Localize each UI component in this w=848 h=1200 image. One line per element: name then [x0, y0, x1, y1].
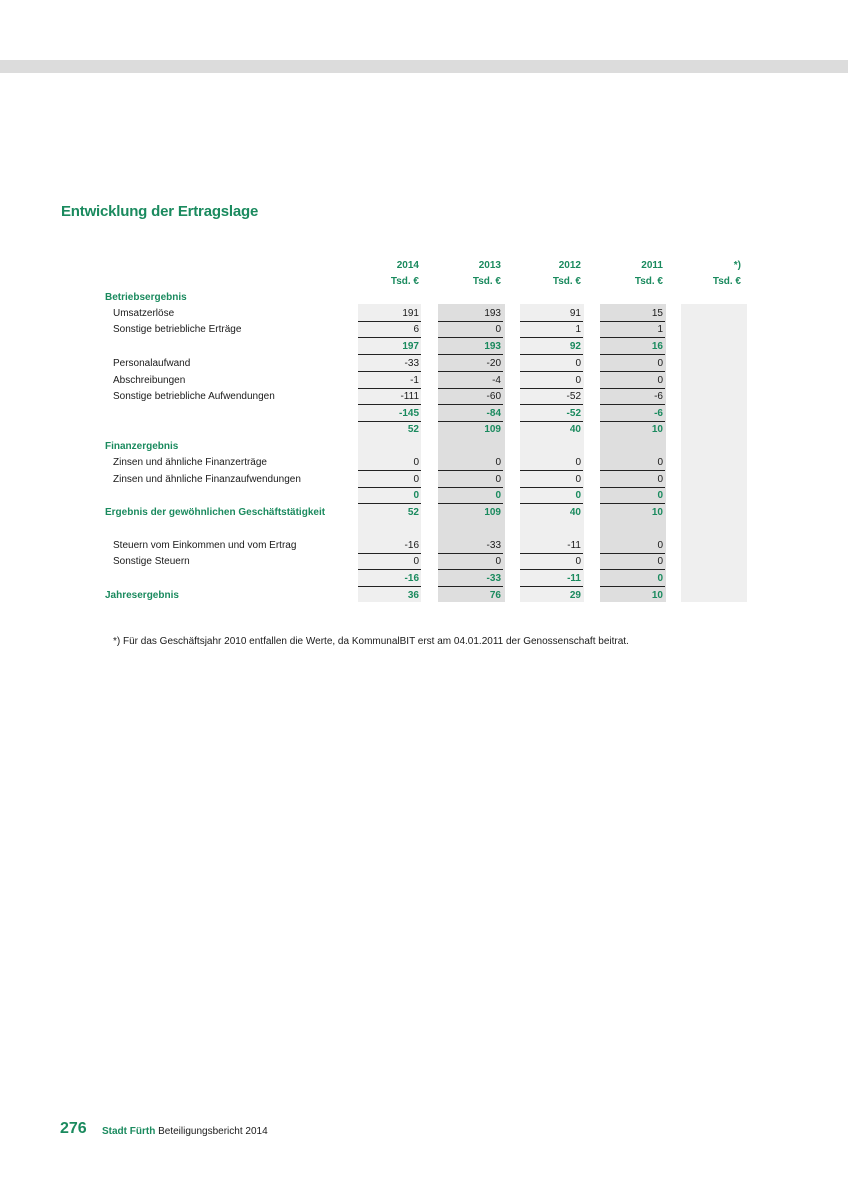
- cell-underline: [600, 421, 665, 422]
- cell-underline: [520, 371, 583, 372]
- table-cell: 0: [657, 556, 663, 567]
- table-cell: -145: [398, 408, 419, 419]
- column-year-0: 2014: [396, 260, 419, 271]
- table-cell: 0: [495, 474, 501, 485]
- cell-underline: [520, 321, 583, 322]
- table-cell: 10: [651, 507, 663, 518]
- page-number: 276: [60, 1120, 87, 1137]
- column-year-1: 2013: [478, 260, 501, 271]
- cell-underline: [358, 569, 421, 570]
- cell-underline: [358, 553, 421, 554]
- table-cell: 0: [575, 375, 581, 386]
- table-cell: -52: [566, 391, 581, 402]
- column-year-4: *): [733, 260, 741, 271]
- table-cell: 1: [575, 324, 581, 335]
- table-cell: 0: [657, 490, 663, 501]
- table-cell: 0: [413, 490, 419, 501]
- cell-underline: [520, 569, 583, 570]
- table-cell: 0: [495, 556, 501, 567]
- cell-underline: [358, 487, 421, 488]
- table-cell: -6: [654, 391, 663, 402]
- table-cell: -60: [486, 391, 501, 402]
- row-label: Umsatzerlöse: [113, 308, 175, 319]
- table-cell: 16: [651, 341, 663, 352]
- row-label: Jahresergebnis: [105, 590, 179, 601]
- cell-underline: [358, 503, 421, 504]
- table-cell: 0: [657, 573, 663, 584]
- cell-underline: [600, 586, 665, 587]
- cell-underline: [358, 470, 421, 471]
- page-title: Entwicklung der Ertragslage: [61, 203, 259, 220]
- cell-underline: [358, 586, 421, 587]
- table-cell: 109: [484, 424, 501, 435]
- table-cell: 76: [489, 590, 501, 601]
- cell-underline: [520, 337, 583, 338]
- table-cell: 0: [657, 474, 663, 485]
- table-cell: 0: [495, 490, 501, 501]
- column-unit-0: Tsd. €: [390, 276, 419, 287]
- row-label: Sonstige betriebliche Aufwendungen: [113, 391, 275, 402]
- cell-underline: [600, 321, 665, 322]
- cell-underline: [520, 553, 583, 554]
- table-cell: 109: [484, 507, 501, 518]
- cell-underline: [520, 586, 583, 587]
- table-cell: 197: [402, 341, 419, 352]
- cell-underline: [358, 404, 421, 405]
- row-label: Abschreibungen: [113, 375, 186, 386]
- table-cell: 0: [575, 358, 581, 369]
- table-cell: 0: [413, 556, 419, 567]
- footnote: *) Für das Geschäftsjahr 2010 entfallen die Werte, da KommunalBIT erst am 04.01.2011 der Genossenschaft beitrat.: [113, 636, 629, 647]
- cell-underline: [600, 337, 665, 338]
- column-unit-3: Tsd. €: [634, 276, 663, 287]
- table-cell: 0: [575, 556, 581, 567]
- table-cell: -11: [567, 540, 581, 551]
- cell-underline: [600, 569, 665, 570]
- row-label: Sonstige betriebliche Erträge: [113, 324, 242, 335]
- row-label: Ergebnis der gewöhnlichen Geschäftstätigkeit: [105, 507, 326, 518]
- table-cell: 52: [407, 424, 419, 435]
- table-cell: 52: [407, 507, 419, 518]
- row-label: Finanzergebnis: [105, 441, 179, 452]
- row-label: Personalaufwand: [113, 358, 191, 369]
- table-cell: 91: [569, 308, 581, 319]
- footer-brand: Stadt Fürth: [102, 1126, 156, 1137]
- cell-underline: [358, 421, 421, 422]
- table-cell: 29: [569, 590, 581, 601]
- table-cell: -33: [486, 573, 501, 584]
- cell-underline: [438, 321, 503, 322]
- row-label: Zinsen und ähnliche Finanzaufwendungen: [113, 474, 301, 485]
- table-cell: -16: [404, 573, 419, 584]
- footer-text: [102, 1126, 268, 1137]
- table-cell: 0: [413, 457, 419, 468]
- cell-underline: [438, 487, 503, 488]
- table-cell: -6: [654, 408, 663, 419]
- table-cell: 36: [407, 590, 419, 601]
- table-cell: 0: [495, 324, 501, 335]
- table-cell: 193: [484, 341, 501, 352]
- cell-underline: [358, 371, 421, 372]
- cell-underline: [438, 421, 503, 422]
- cell-underline: [600, 388, 665, 389]
- column-unit-4: Tsd. €: [712, 276, 741, 287]
- table-cell: 40: [569, 424, 581, 435]
- cell-underline: [438, 404, 503, 405]
- cell-underline: [438, 586, 503, 587]
- cell-underline: [600, 503, 665, 504]
- cell-underline: [600, 487, 665, 488]
- cell-underline: [438, 553, 503, 554]
- table-cell: 0: [575, 457, 581, 468]
- cell-underline: [438, 388, 503, 389]
- table-cell: 10: [651, 590, 663, 601]
- table-cell: 191: [402, 308, 419, 319]
- cell-underline: [358, 354, 421, 355]
- table-cell: 15: [651, 308, 663, 319]
- cell-underline: [358, 388, 421, 389]
- table-cell: -20: [486, 358, 501, 369]
- cell-underline: [358, 321, 421, 322]
- cell-underline: [358, 337, 421, 338]
- cell-underline: [600, 553, 665, 554]
- table-cell: 193: [484, 308, 501, 319]
- cell-underline: [600, 404, 665, 405]
- table-cell: 10: [651, 424, 663, 435]
- table-cell: -84: [486, 408, 501, 419]
- top-bar: [0, 60, 848, 73]
- table-cell: -11: [567, 573, 581, 584]
- cell-underline: [520, 470, 583, 471]
- row-label: Zinsen und ähnliche Finanzerträge: [113, 457, 267, 468]
- table-cell: -33: [404, 358, 419, 369]
- table-cell: -52: [566, 408, 581, 419]
- cell-underline: [600, 470, 665, 471]
- table-cell: 40: [569, 507, 581, 518]
- table-cell: 0: [657, 540, 663, 551]
- table-cell: 0: [657, 358, 663, 369]
- cell-underline: [600, 354, 665, 355]
- table-cell: -33: [486, 540, 501, 551]
- cell-underline: [600, 371, 665, 372]
- footer-report: Beteiligungsbericht 2014: [158, 1126, 268, 1137]
- cell-underline: [438, 569, 503, 570]
- cell-underline: [438, 354, 503, 355]
- row-label: Steuern vom Einkommen und vom Ertrag: [113, 540, 297, 551]
- table-cell: 92: [569, 341, 581, 352]
- table-cell: 0: [575, 474, 581, 485]
- column-background-footnote: [681, 304, 747, 602]
- cell-underline: [520, 421, 583, 422]
- cell-underline: [520, 404, 583, 405]
- column-unit-1: Tsd. €: [472, 276, 501, 287]
- table-cell: -111: [400, 391, 419, 402]
- column-year-3: 2011: [641, 260, 663, 271]
- table-cell: -16: [404, 540, 419, 551]
- cell-underline: [520, 503, 583, 504]
- table-cell: 1: [657, 324, 663, 335]
- cell-underline: [438, 371, 503, 372]
- table-cell: 0: [657, 457, 663, 468]
- table-cell: 6: [413, 324, 419, 335]
- table-cell: 0: [495, 457, 501, 468]
- cell-underline: [438, 337, 503, 338]
- table-cell: -4: [492, 375, 501, 386]
- table-cell: 0: [413, 474, 419, 485]
- row-label: Betriebsergebnis: [105, 292, 187, 303]
- table-cell: 0: [575, 490, 581, 501]
- table-cell: -1: [410, 375, 419, 386]
- column-unit-2: Tsd. €: [552, 276, 581, 287]
- column-year-2: 2012: [558, 260, 581, 271]
- table-cell: 0: [657, 375, 663, 386]
- cell-underline: [520, 354, 583, 355]
- cell-underline: [520, 487, 583, 488]
- cell-underline: [520, 388, 583, 389]
- row-label: Sonstige Steuern: [113, 556, 190, 567]
- cell-underline: [438, 503, 503, 504]
- cell-underline: [438, 470, 503, 471]
